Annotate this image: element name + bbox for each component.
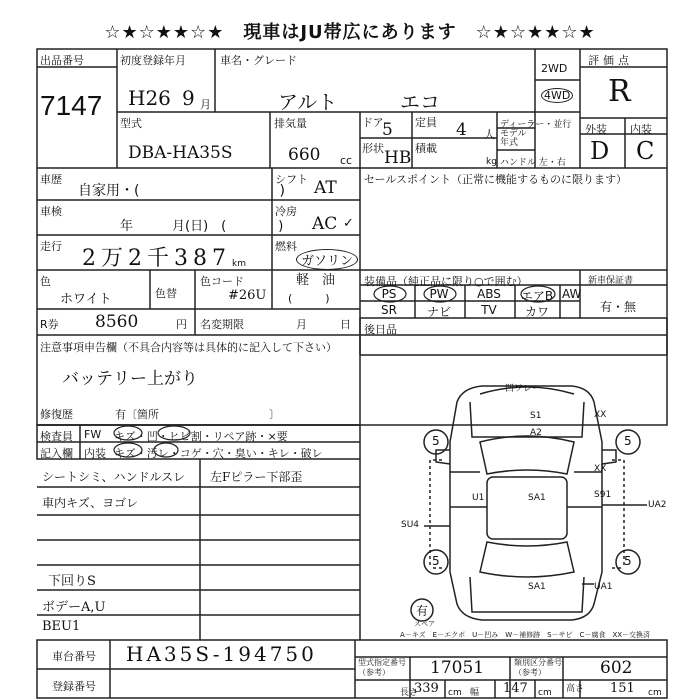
capacity-value: 4 [456,120,467,140]
car-grade: エコ [400,90,440,114]
notes-label: 注意事項申告欄（不具合内容等は具体的に記入して下さい） [40,341,337,354]
page-header: ☆★☆★★☆★ 現車はJU帯広にあります ☆★☆★★☆★ [104,22,596,43]
aircon-check: ✓ [343,216,354,231]
equip-pw: PW [429,287,449,301]
diagram-front: 凹ワレー [505,384,542,394]
score-value: R [608,74,631,109]
shape-value: HB [384,148,412,168]
inspector-label: 検査員 [40,430,73,443]
model-year-label: モデル 年式 [500,129,527,148]
equip-sr: SR [381,303,397,317]
height-label: 高さ [566,684,585,694]
fuel-light-oil: 軽 油 [296,273,336,288]
first-reg-month: 9 [182,86,195,110]
warranty-label: 新車保証書 [588,276,634,286]
tire-rear-right: 5 [624,554,632,568]
diagram-sa1-bottom: SA1 [528,582,546,592]
inspection-label: 車検 [40,205,62,218]
first-reg-month-unit: 月 [200,98,211,111]
damage-legend: A－キズ E－エクボ U－凹み W－補修跡 S－サビ C－腐食 XX－交換済 [400,631,651,639]
remark-5: ボデーA,U [42,600,106,615]
chassis-label: 車台番号 [52,650,96,663]
fuel-paren: ( ) [288,292,330,305]
warranty-value: 有・無 [600,300,637,314]
writer-interior: 内装 [84,447,106,460]
first-reg-era: H26 [128,86,171,110]
remark-4: 下回りS [48,574,96,589]
equip-airbag: エアB [520,289,554,303]
inspector-items: キズ・凹・ヒビ割・リペア跡・×要 [114,430,288,443]
diagram-a2: A2 [530,428,542,438]
dealer-label: ディーラー・並行 [500,120,572,130]
doors-label: ドア [362,116,384,129]
displacement-value: 660 [288,145,321,165]
type-number-label: 型式指定番号 （参考） [358,658,406,677]
diagram-s91: S91 [594,490,612,500]
writer-items: キズ・汚レ・コゲ・穴・臭い・キレ・破レ [114,447,323,460]
recycle-unit: 円 [176,318,187,331]
width-unit: cm [538,688,552,698]
model-value: DBA-HA35S [128,143,233,163]
shift-label: シフト [275,173,308,186]
load-label: 積載 [415,142,437,155]
first-reg-label: 初度登録年月 [120,54,186,67]
history-value: 自家用・( ) [78,183,285,199]
inspector-circles [112,424,202,460]
tire-front-right: 5 [624,434,632,448]
remark-1: シートシミ、ハンドルスレ [42,470,186,484]
spare-label: スペア [414,620,435,628]
diagram-su4: SU4 [401,520,420,530]
width-label: 幅 [470,688,480,698]
fuel-gasoline: ガソリン [296,249,358,270]
equip-abs: ABS [477,287,501,301]
int-grade-label: 内装 [630,123,652,136]
repair-value: 有〔箇所 〕 [115,408,280,421]
height-unit: cm [648,688,662,698]
ext-grade-value: D [590,137,610,165]
mileage-label: 走行 [40,240,62,253]
remark-2: 車内キズ、ヨゴレ [42,496,139,510]
lot-label: 出品番号 [40,54,84,67]
color-value: ホワイト [60,292,112,307]
displacement-label: 排気量 [274,117,307,130]
aircon-value: AC [312,214,338,234]
sales-point-label: セールスポイント（正常に機能するものに限ります） [364,173,628,186]
drive-4wd: 4WD [541,88,573,103]
diagram-sa1-top: SA1 [528,493,546,503]
name-change-label: 名変期限 [200,318,244,331]
handle-label: ハンドル 左・右 [500,158,566,168]
diagram-ua2: UA2 [648,500,667,510]
remark-6: BEU1 [42,619,81,634]
shape-label: 形状 [362,142,384,155]
car-diagram [362,372,667,627]
diagram-s1: S1 [530,411,542,421]
drive-2wd: 2WD [541,62,568,75]
capacity-label: 定員 [415,116,437,129]
mileage-value: 2万2千387 [82,246,231,271]
width-value: 147 [503,681,528,696]
writer-label: 記入欄 [40,447,73,460]
equip-ps: PS [381,287,397,301]
inspector-fw: FW [84,428,102,441]
score-label: 評価点 [588,54,633,67]
history-label: 車歴 [40,173,62,186]
chassis-value: HA35S-194750 [126,642,317,666]
ext-grade-label: 外装 [585,123,607,136]
remark-right: 左Fピラー下部歪 [210,470,303,484]
diagram-xx1: XX [594,410,607,420]
inspection-value: 年 月(日) ( ) [120,219,284,234]
spare-value: 有 [416,604,429,618]
diagram-xx2: XX [594,464,607,474]
color-code: #26U [228,288,267,303]
doors-value: 5 [382,120,393,140]
model-label: 型式 [120,117,142,130]
aircon-label: 冷房 [275,205,297,218]
equip-navi: ナビ [426,305,451,319]
rear-seat-label: 後日品 [364,323,397,336]
length-value: 339 [414,681,439,696]
name-change-value: 月 日 [296,318,351,331]
length-label: 長さ [400,688,419,698]
recycle-value: 8560 [95,312,139,332]
tire-front-left: 5 [432,434,440,448]
equip-aw: AW [562,287,582,301]
height-value: 151 [610,681,635,696]
repair-label: 修復歴 [40,408,73,421]
lot-number: 7147 [40,90,103,121]
car-name-label: 車名・グレード [220,54,297,67]
equipment-label: 装備品（純正品に限り○で囲む） [364,275,528,288]
mileage-unit: km [232,259,246,269]
displacement-unit: cc [340,154,353,167]
car-name: アルト [278,90,338,114]
equip-leather: カワ [524,305,549,319]
equip-tv: TV [481,303,497,317]
color-label: 色 [40,275,51,288]
notes-text: バッテリー上がり [62,369,198,389]
class-number-value: 602 [600,658,633,678]
tire-rear-left: 5 [432,554,440,568]
registration-label: 登録番号 [52,680,96,693]
diagram-u1: U1 [472,493,485,503]
color-code-label: 色コード [200,275,244,288]
int-grade-value: C [636,137,655,165]
type-number-value: 17051 [430,658,485,678]
class-number-label: 類別区分番号 （参考） [514,658,562,677]
repaint-label: 色替 [155,287,177,300]
length-unit: cm [448,688,462,698]
capacity-unit: 人 [484,128,495,141]
diagram-ua1: UA1 [594,582,613,592]
equipment-circles [370,285,570,305]
shift-value: AT [314,178,337,198]
recycle-label: R券 [40,318,59,331]
load-unit: kg [486,157,497,167]
fuel-label: 燃料 [275,240,297,253]
